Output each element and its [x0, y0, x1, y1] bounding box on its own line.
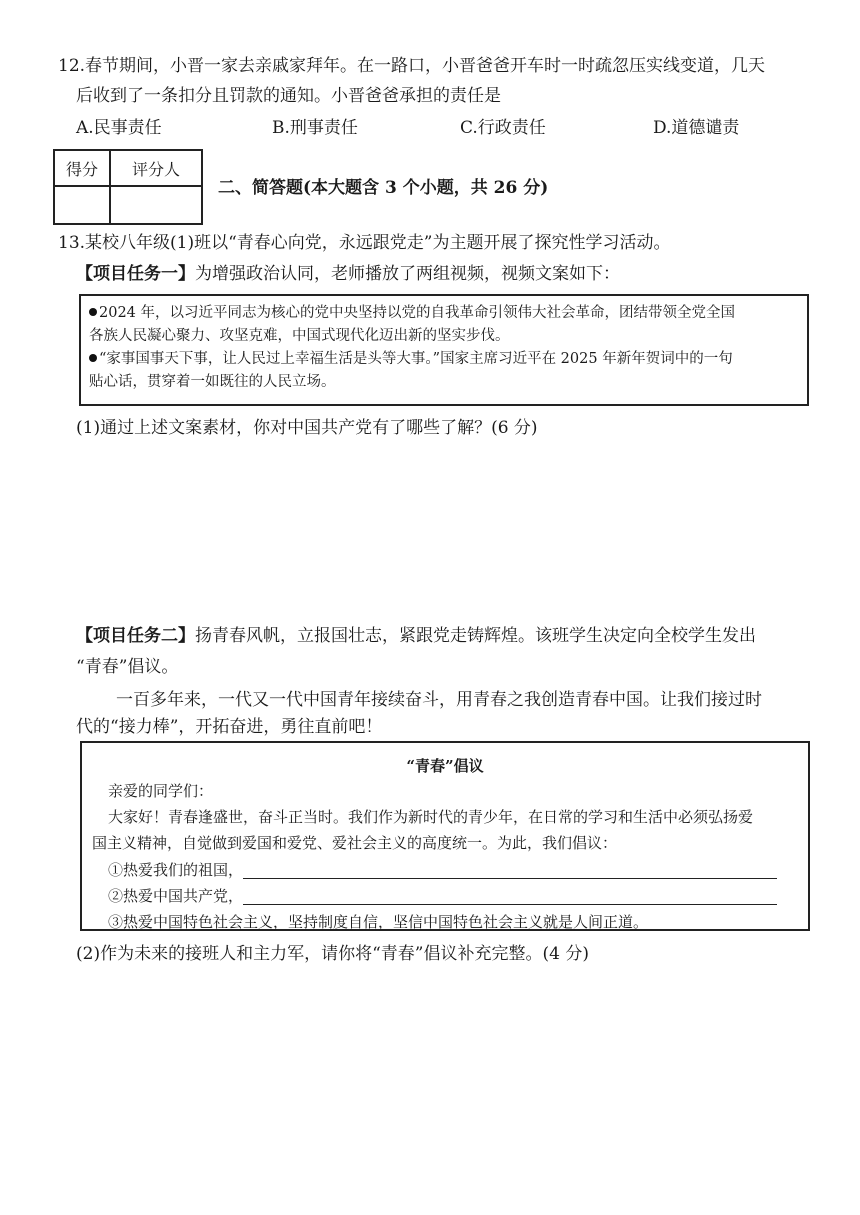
paragraph-line2: 代的“接力棒”，开拓奋进，勇往直前吧！	[76, 717, 383, 737]
task2-text: 扬青春风帆，立报国壮志，紧跟党走铸辉煌。该班学生决定向全校学生发出	[195, 626, 756, 646]
proposal-title: “青春”倡议	[406, 757, 484, 775]
proposal-item-3: ③热爱中国特色社会主义，坚持制度自信，坚信中国特色社会主义就是人间正道。	[108, 913, 649, 931]
paragraph-line1: 一百多年来，一代又一代中国青年接续奋斗，用青春之我创造青春中国。让我们接过时	[116, 690, 762, 710]
proposal-body-line1: 大家好！青春逢盛世，奋斗正当时。我们作为新时代的青少年，在日常的学习和生活中必须弘扬爱	[108, 808, 754, 826]
task2-line	[76, 625, 756, 647]
grader-header: 评分人	[110, 150, 202, 186]
proposal-item-2-label: ②热爱中国共产党，	[108, 887, 244, 905]
script2-line1: “家事国事天下事，让人民过上幸福生活是头等大事。”国家主席习近平在 2025 年新年贺词中的一句	[99, 351, 733, 367]
score-cell[interactable]	[54, 186, 110, 224]
task2-line2: “青春”倡议。	[76, 657, 179, 677]
proposal-item-1-label: ①热爱我们的祖国，	[108, 861, 244, 879]
bullet-icon	[89, 354, 97, 362]
proposal-item-2	[108, 886, 777, 906]
proposal-body-line2: 国主义精神，自觉做到爱国和爱党、爱社会主义的高度统一。为此，我们倡议：	[92, 834, 618, 852]
sub-question-1: (1)通过上述文案素材，你对中国共产党有了哪些了解？(6 分)	[76, 418, 538, 438]
script2-line2: 贴心话，贯穿着一如既往的人民立场。	[89, 374, 336, 390]
grader-cell[interactable]	[110, 186, 202, 224]
proposal-greeting: 亲爱的同学们：	[108, 782, 214, 800]
option-d: D.道德谴责	[653, 118, 740, 138]
task1-text: 为增强政治认同，老师播放了两组视频，视频文案如下：	[195, 264, 620, 284]
question-12-options	[76, 113, 796, 138]
option-c: C.行政责任	[460, 118, 546, 138]
task1-line	[76, 263, 620, 285]
proposal-box	[80, 741, 810, 931]
task1-tag: 【项目任务一】	[76, 264, 195, 284]
score-table	[53, 149, 203, 225]
script1-line2: 各族人民凝心聚力、攻坚克难，中国式现代化迈出新的坚实步伐。	[89, 328, 510, 344]
script1-line1: 2024 年，以习近平同志为核心的党中央坚持以党的自我革命引领伟大社会革命，团结带领全党全国	[99, 305, 736, 321]
option-b: B.刑事责任	[272, 118, 358, 138]
question-12-line2: 后收到了一条扣分且罚款的通知。小晋爸爸承担的责任是	[76, 86, 501, 106]
answer-blank-1[interactable]	[243, 864, 777, 879]
question-12-line1: 12.春节期间，小晋一家去亲戚家拜年。在一路口，小晋爸爸开车时一时疏忽压实线变道，几天	[58, 56, 766, 76]
task2-tag: 【项目任务二】	[76, 626, 195, 646]
question-13-intro: 13.某校八年级(1)班以“青春心向党，永远跟党走”为主题开展了探究性学习活动。	[58, 233, 671, 253]
score-header: 得分	[54, 150, 110, 186]
video-script-box	[79, 294, 809, 406]
option-a: A.民事责任	[76, 118, 162, 138]
answer-blank-2[interactable]	[243, 890, 777, 905]
bullet-icon	[89, 308, 97, 316]
proposal-item-1	[108, 860, 777, 880]
sub-question-2: (2)作为未来的接班人和主力军，请你将“青春”倡议补充完整。(4 分)	[76, 944, 589, 964]
section-title: 二、简答题(本大题含 3 个小题，共 26 分)	[218, 178, 549, 198]
